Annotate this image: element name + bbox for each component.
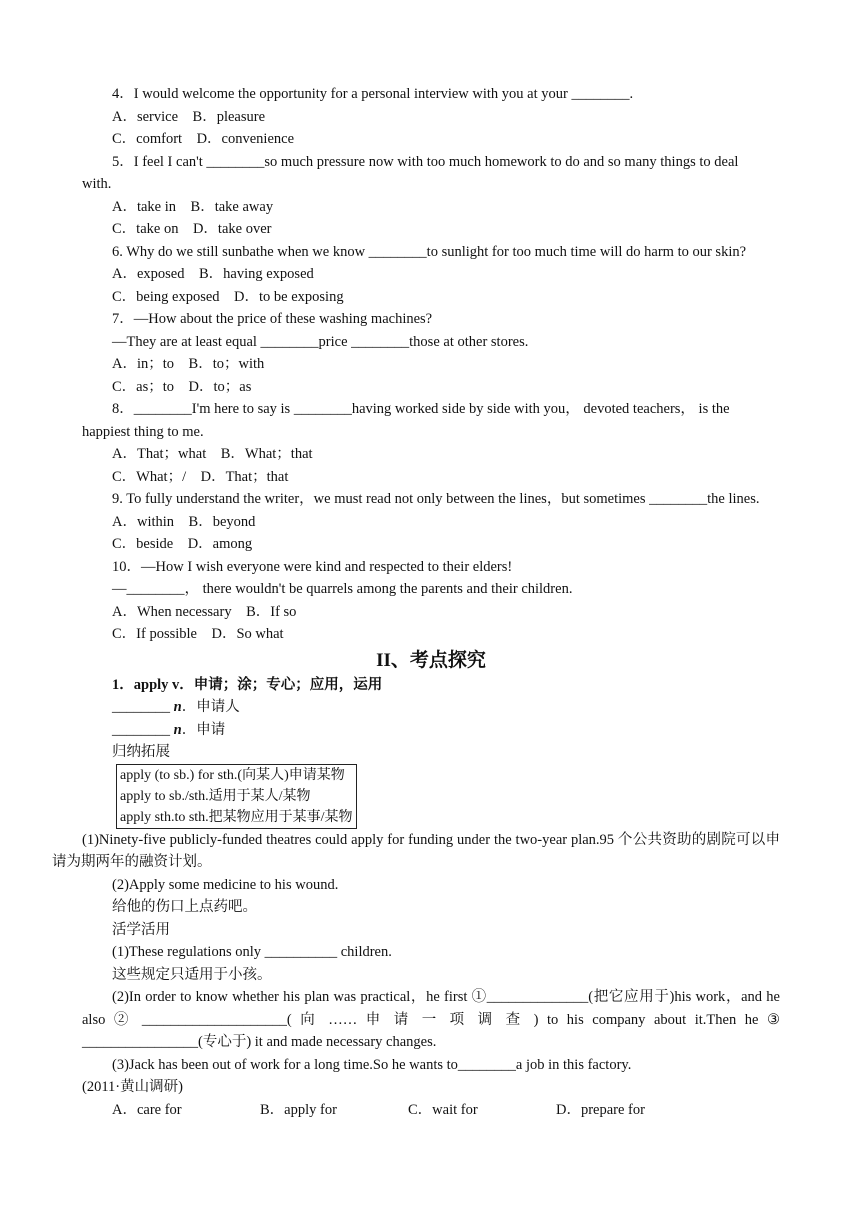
question-10-options-ab: A．When necessary B．If so: [112, 603, 297, 620]
question-10-stem: 10．—How I wish everyone were kind and respected to their elders!: [112, 558, 513, 575]
practice-3-source: (2011·黄山调研): [82, 1079, 183, 1095]
example-1: (1)Ninety-five publicly-funded theatres could apply for funding under the two-year plan.95 个公共资助的剧院可以申请为期两年的融资计划。: [52, 831, 780, 870]
practice-3-options: [82, 1099, 780, 1122]
practice-3-option-b: B．apply for: [260, 1101, 337, 1118]
noun1-pos: n: [173, 699, 182, 715]
question-9-options-ab: A．within B．beyond: [112, 513, 256, 530]
noun2-meaning: ．申请: [181, 721, 226, 738]
question-4-options-cd: C．comfort D．convenience: [112, 131, 295, 147]
question-7-stem: 7．—How about the price of these washing machines?: [112, 311, 433, 327]
question-4-options-ab: A．service B．pleasure: [112, 108, 266, 125]
question-8-options-cd: C．What；/ D．That；that: [112, 468, 289, 485]
noun-form-application: [82, 719, 780, 742]
practice-3-option-a: A．care for: [112, 1101, 182, 1118]
practice-heading: 活学活用: [112, 921, 170, 938]
question-8-stem: 8．________I'm here to say is ________having worked side by side with you， devoted teachers， is the: [112, 401, 730, 417]
usage-box: [116, 764, 357, 829]
summary-heading: 归纳拓展: [112, 744, 170, 760]
practice-2: (2)In order to know whether his plan was practical，he first ①______________(把它应用于)his work，and he also ② ____________________( 向 …… 申 请 一 项 调 查 ) to his company about it.Then he ③ ________________(专心于) it and made necessary changes.: [82, 989, 780, 1050]
noun1-blank: ________: [112, 699, 174, 715]
practice-3-option-c: C．wait for: [408, 1101, 478, 1118]
question-6-stem: 6. Why do we still sunbathe when we know ________to sunlight for too much time will do harm to our skin?: [112, 243, 747, 260]
document-page: [52, 83, 780, 1121]
question-9-stem: 9. To fully understand the writer，we must read not only between the lines，but sometimes ________the lines.: [112, 491, 760, 507]
question-6-options-ab: A．exposed B．having exposed: [112, 266, 314, 282]
noun2-pos: n: [173, 721, 182, 738]
practice-1-zh: 这些规定只适用于小孩。: [112, 966, 272, 983]
question-5-options-ab: A．take in B．take away: [112, 198, 274, 215]
question-7-options-ab: A．in；to B．to；with: [112, 356, 265, 372]
practice-3-option-d: D．prepare for: [556, 1101, 645, 1118]
question-5-options-cd: C．take on D．take over: [112, 221, 272, 237]
question-6-options-cd: C．being exposed D．to be exposing: [112, 288, 344, 305]
example-2-en: (2)Apply some medicine to his wound.: [112, 876, 339, 893]
question-5-stem: 5．I feel I can't ________so much pressure now with too much homework to do and so many things to deal: [112, 153, 739, 170]
practice-1-en: (1)These regulations only __________ children.: [112, 944, 392, 960]
question-8-stem-continued: happiest thing to me.: [82, 423, 204, 440]
question-9-options-cd: C．beside D．among: [112, 536, 253, 552]
question-10-stem-reply: —________， there wouldn't be quarrels among the parents and their children.: [112, 581, 573, 597]
usage-line-1: apply (to sb.) for sth.(向某人)申请某物: [120, 767, 345, 783]
noun-form-applicant: [82, 696, 780, 719]
practice-3: (3)Jack has been out of work for a long time.So he wants to________a job in this factory.: [112, 1056, 632, 1073]
noun1-meaning: ．申请人: [181, 699, 240, 715]
noun2-blank: ________: [112, 721, 174, 738]
item-heading-apply: 1．apply v．申请；涂；专心；应用，运用: [112, 676, 383, 693]
example-2-zh: 给他的伤口上点药吧。: [112, 899, 257, 915]
question-5-stem-continued: with.: [82, 176, 112, 192]
question-8-options-ab: A．That；what B．What；that: [112, 446, 313, 462]
section-title: II、考点探究: [376, 649, 486, 671]
question-4-stem: 4．I would welcome the opportunity for a personal interview with you at your ________.: [112, 86, 634, 102]
usage-line-2: apply to sb./sth.适用于某人/某物: [120, 788, 311, 804]
usage-line-3: apply sth.to sth.把某物应用于某事/某物: [120, 809, 353, 825]
question-7-options-cd: C．as；to D．to；as: [112, 378, 252, 395]
question-7-stem-reply: —They are at least equal ________price ________those at other stores.: [112, 333, 529, 350]
question-10-options-cd: C．If possible D．So what: [112, 626, 284, 642]
